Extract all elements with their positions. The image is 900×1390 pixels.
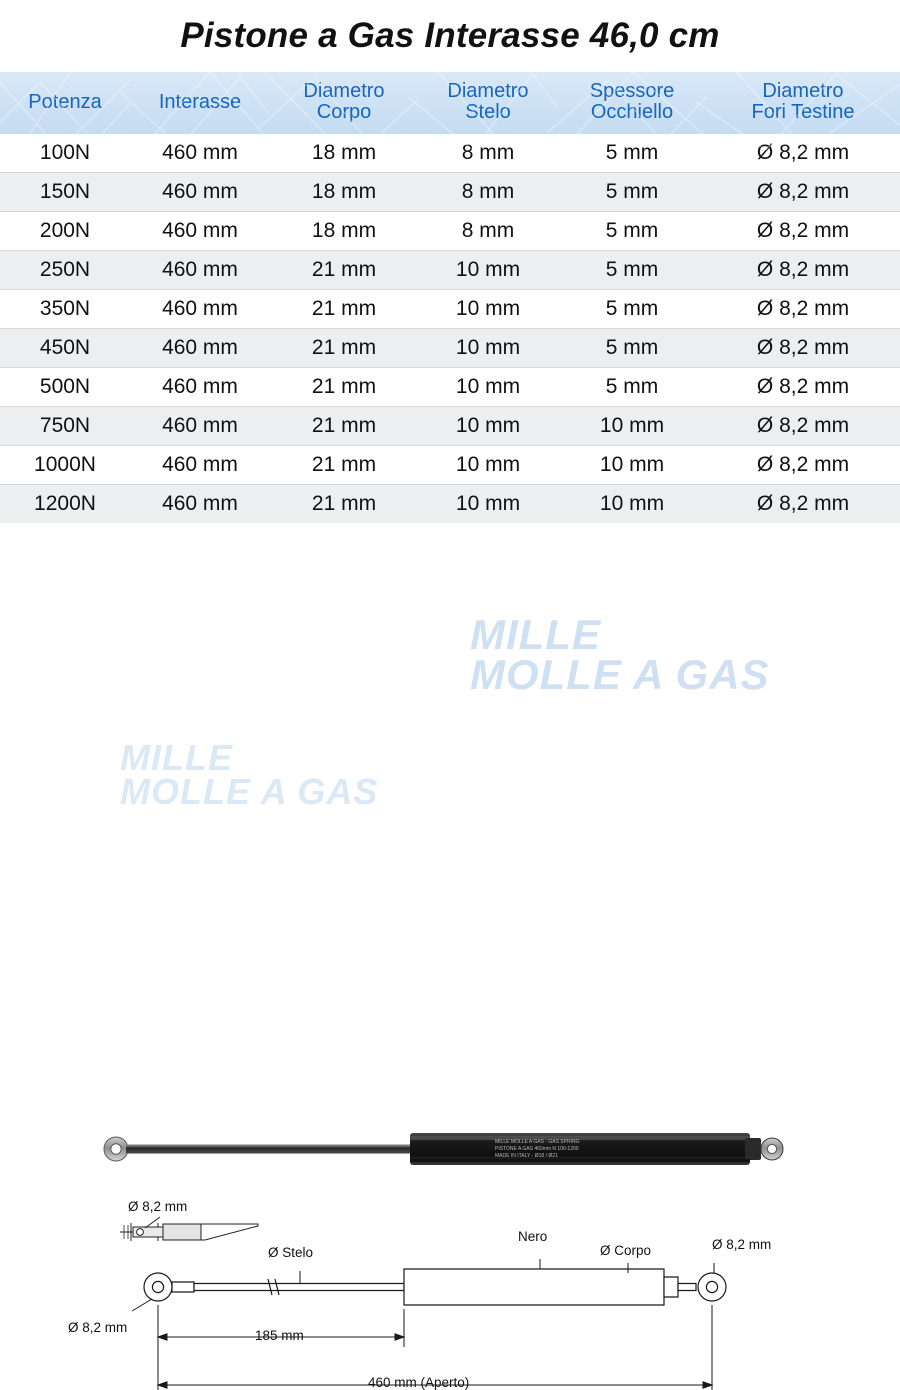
column-header-diametro-fori-testine [706, 72, 900, 134]
column-header-interasse-line1: Interasse [158, 90, 242, 113]
table-cell: 460 mm [162, 140, 238, 164]
table-cell: 1000N [0, 445, 130, 484]
table-row [0, 328, 900, 367]
table-cell: 350N [0, 289, 130, 328]
spec-table-wrapper [0, 72, 900, 523]
table-cell: Ø 8,2 mm [706, 172, 900, 211]
table-cell: 200N [0, 211, 130, 250]
svg-text:MADE IN ITALY - Ø18 / Ø21: MADE IN ITALY - Ø18 / Ø21 [495, 1152, 558, 1159]
table-cell: 21 mm [270, 367, 418, 406]
table-cell: 150N [0, 172, 130, 211]
table-cell: 10 mm [418, 406, 558, 445]
column-header-potenza-line1: Potenza [28, 90, 102, 113]
table-cell: 460 mm [130, 250, 270, 289]
table-row [0, 134, 900, 173]
table-cell: 21 mm [270, 445, 418, 484]
table-row [0, 367, 900, 406]
column-header-diametro-stelo-line2: Stelo [465, 101, 511, 124]
table-cell: 460 mm [130, 445, 270, 484]
table-cell: 500N [0, 367, 130, 406]
table-cell: 5 mm [558, 367, 706, 406]
table-cell: 8 mm [418, 172, 558, 211]
table-cell: 18 mm [270, 172, 418, 211]
watermark-top-line2: MOLLE A GAS [470, 650, 770, 698]
table-cell: 5 mm [558, 289, 706, 328]
column-header-diametro-corpo-line2: Corpo [316, 101, 372, 124]
table-cell: Ø 8,2 mm [756, 140, 850, 164]
table-cell: 10 mm [558, 445, 706, 484]
table-cell: 18 mm [270, 211, 418, 250]
svg-text:PISTONE A GAS 460mm N 100-1: PISTONE A GAS 460mm N 100-1200 [495, 1145, 579, 1152]
figure-label-overall-dimension: 460 mm (Aperto) [368, 1374, 470, 1390]
column-header-spessore-occhiello-line1: Spessore [589, 80, 675, 102]
table-cell: Ø 8,2 mm [706, 211, 900, 250]
column-header-spessore-occhiello-line2: Occhiello [590, 101, 674, 124]
table-cell: 460 mm [130, 406, 270, 445]
spec-table-header-row [0, 72, 900, 134]
table-cell: 750N [0, 406, 130, 445]
column-header-diametro-fori-testine-line1: Diametro [762, 80, 844, 102]
figure-label-eyelet-hole-top: Ø 8,2 mm [128, 1198, 188, 1214]
table-cell: 10 mm [418, 328, 558, 367]
figure-label-eyelet-hole-left: Ø 8,2 mm [68, 1319, 128, 1335]
watermark-bottom-line2: MOLLE A GAS [120, 770, 379, 812]
figure-label-rod-diameter: Ø Stelo [268, 1244, 314, 1260]
table-cell: 460 mm [130, 211, 270, 250]
table-cell: 10 mm [418, 367, 558, 406]
watermark-bottom-line1: MILLE [120, 736, 233, 778]
table-cell: 21 mm [270, 289, 418, 328]
column-header-diametro-fori-testine-line2: Fori Testine [751, 101, 855, 124]
page-title-bar [0, 0, 900, 72]
spec-table-body [0, 134, 900, 523]
spec-table [0, 72, 900, 523]
spec-table-head [0, 72, 900, 134]
figure-label-body-color: Nero [518, 1228, 548, 1244]
table-cell: 460 mm [130, 172, 270, 211]
table-cell: 10 mm [418, 250, 558, 289]
table-cell: 250N [0, 250, 130, 289]
table-cell: 8 mm [461, 140, 515, 164]
table-row [0, 406, 900, 445]
table-cell: Ø 8,2 mm [706, 367, 900, 406]
table-cell: 18 mm [311, 140, 377, 164]
table-cell: 10 mm [418, 484, 558, 523]
table-cell: 8 mm [418, 211, 558, 250]
table-row [0, 289, 900, 328]
footer-strip [0, 859, 900, 895]
table-cell: 21 mm [270, 484, 418, 523]
column-header-diametro-stelo [418, 72, 558, 134]
page-title: Pistone a Gas Interasse 46,0 cm [180, 16, 720, 55]
column-header-spessore-occhiello [558, 72, 706, 134]
table-cell: 460 mm [130, 328, 270, 367]
watermark-top-line1: MILLE [470, 610, 601, 658]
table-cell: 5 mm [558, 328, 706, 367]
table-cell: 10 mm [418, 289, 558, 328]
table-cell: Ø 8,2 mm [706, 250, 900, 289]
svg-text:MILLE MOLLE A GAS - GAS SPRI: MILLE MOLLE A GAS - GAS SPRING [495, 1138, 580, 1145]
table-cell: 5 mm [558, 250, 706, 289]
column-header-interasse [130, 72, 270, 134]
table-cell: 460 mm [130, 289, 270, 328]
table-cell: 5 mm [605, 140, 659, 164]
table-cell: 21 mm [270, 250, 418, 289]
table-row [0, 484, 900, 523]
table-cell: 5 mm [558, 172, 706, 211]
figure-label-stroke-dimension: 185 mm [255, 1327, 304, 1343]
table-cell: 460 mm [130, 484, 270, 523]
figure-label-body-diameter: Ø Corpo [600, 1242, 652, 1258]
column-header-diametro-corpo-line1: Diametro [303, 80, 385, 102]
table-cell: 10 mm [558, 484, 706, 523]
table-cell: Ø 8,2 mm [706, 406, 900, 445]
table-cell: 10 mm [558, 406, 706, 445]
table-cell: 10 mm [418, 445, 558, 484]
table-cell: Ø 8,2 mm [706, 328, 900, 367]
table-row [0, 250, 900, 289]
table-row [0, 172, 900, 211]
table-cell: 100N [39, 140, 91, 164]
table-cell: 21 mm [270, 406, 418, 445]
table-cell: 5 mm [558, 211, 706, 250]
table-cell: 1200N [0, 484, 130, 523]
table-row [0, 211, 900, 250]
table-cell: 460 mm [130, 367, 270, 406]
table-cell: Ø 8,2 mm [706, 445, 900, 484]
table-cell: 450N [0, 328, 130, 367]
column-header-diametro-corpo [270, 72, 418, 134]
table-cell: Ø 8,2 mm [706, 484, 900, 523]
column-header-potenza [0, 72, 130, 134]
product-figure [0, 523, 900, 1390]
figure-label-eyelet-hole-right: Ø 8,2 mm [712, 1236, 772, 1252]
table-cell: Ø 8,2 mm [706, 289, 900, 328]
column-header-diametro-stelo-line1: Diametro [447, 80, 529, 102]
table-row [0, 445, 900, 484]
table-cell: 21 mm [270, 328, 418, 367]
